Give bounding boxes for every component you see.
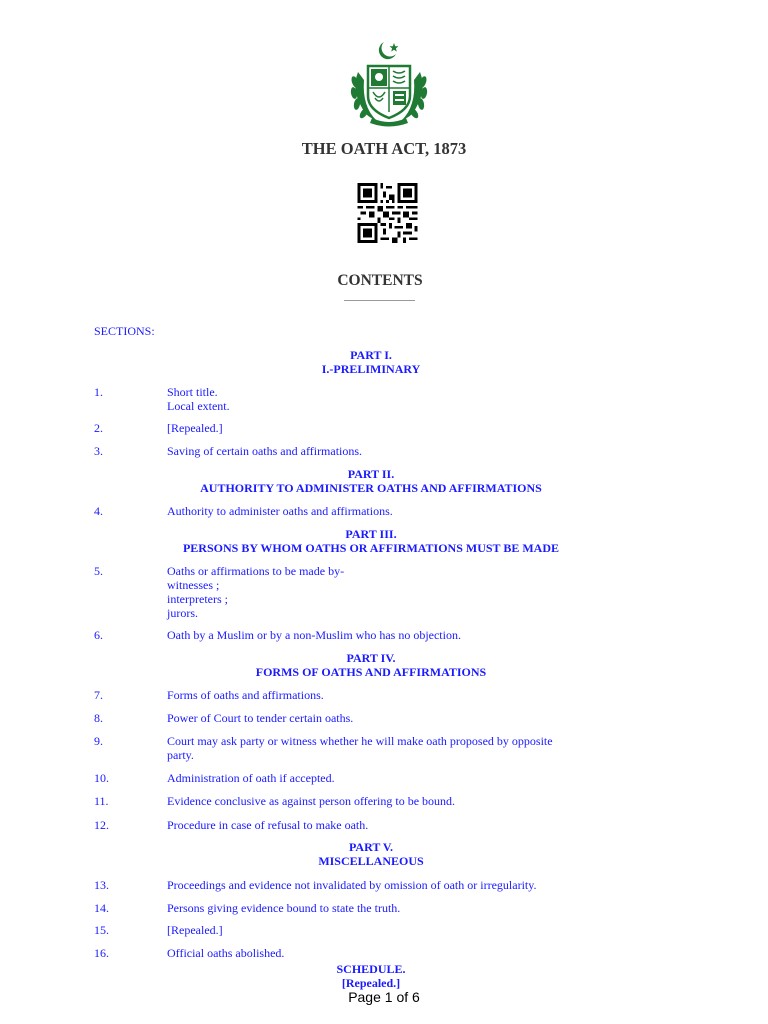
section-title: Saving of certain oaths and affirmations. bbox=[167, 444, 363, 458]
state-emblem-icon bbox=[344, 38, 434, 128]
section-title: Oath by a Muslim or by a non-Muslim who has no objection. bbox=[167, 628, 461, 642]
section-number: 6. bbox=[94, 628, 103, 642]
section-title: Oaths or affirmations to be made by- bbox=[167, 564, 345, 578]
part-title: PART II. bbox=[347, 467, 395, 481]
part-heading[interactable] bbox=[0, 651, 742, 679]
part-title: PART V. bbox=[348, 840, 394, 854]
section-title: Power of Court to tender certain oaths. bbox=[167, 711, 354, 725]
part-title: PART I. bbox=[350, 348, 392, 362]
section-number: 3. bbox=[94, 444, 103, 458]
section-number: 13. bbox=[94, 878, 109, 892]
section-number: 9. bbox=[94, 734, 103, 748]
section-number: 10. bbox=[94, 771, 109, 785]
page-indicator: Page 1 of 6 bbox=[348, 989, 420, 1005]
schedule-subtitle: [Repealed.] bbox=[341, 976, 401, 990]
section-title: Forms of oaths and affirmations. bbox=[167, 688, 324, 702]
part-title: PART IV. bbox=[346, 651, 396, 665]
section-title: Authority to administer oaths and affirmations. bbox=[167, 504, 393, 518]
section-title-line: Local extent. bbox=[167, 399, 230, 413]
part-subtitle: FORMS OF OATHS AND AFFIRMATIONS bbox=[255, 665, 487, 679]
section-title: Court may ask party or witness whether he will make oath proposed by opposite party. bbox=[167, 734, 553, 762]
section-number: 11. bbox=[94, 794, 109, 808]
part-heading[interactable] bbox=[0, 840, 742, 868]
section-number: 16. bbox=[94, 946, 109, 960]
section-number: 1. bbox=[94, 385, 103, 399]
section-title: Persons giving evidence bound to state the truth. bbox=[167, 901, 401, 915]
divider bbox=[344, 300, 415, 301]
section-number: 14. bbox=[94, 901, 109, 915]
contents-heading: CONTENTS bbox=[337, 272, 423, 289]
schedule-title: SCHEDULE. bbox=[336, 962, 406, 976]
section-title: Evidence conclusive as against person offering to be bound. bbox=[167, 794, 456, 808]
section-number: 5. bbox=[94, 564, 103, 578]
section-subitem: witnesses ; bbox=[167, 578, 220, 592]
section-title: [Repealed.] bbox=[167, 923, 223, 937]
section-title: Official oaths abolished. bbox=[167, 946, 285, 960]
section-number: 15. bbox=[94, 923, 109, 937]
section-title: Short title. bbox=[167, 385, 218, 399]
section-subitem: jurors. bbox=[167, 606, 198, 620]
document-title: THE OATH ACT, 1873 bbox=[301, 139, 467, 158]
sections-label: SECTIONS: bbox=[94, 324, 155, 338]
schedule-heading[interactable] bbox=[0, 962, 742, 990]
part-subtitle: I.-PRELIMINARY bbox=[321, 362, 421, 376]
section-title: Proceedings and evidence not invalidated by omission of oath or irregularity. bbox=[167, 878, 537, 892]
section-title: [Repealed.] bbox=[167, 421, 223, 435]
section-subitem: interpreters ; bbox=[167, 592, 228, 606]
part-title: PART III. bbox=[345, 527, 397, 541]
section-title: Procedure in case of refusal to make oath. bbox=[167, 818, 369, 832]
part-subtitle: AUTHORITY TO ADMINISTER OATHS AND AFFIRMATIONS bbox=[200, 481, 542, 495]
section-number: 8. bbox=[94, 711, 103, 725]
part-heading[interactable] bbox=[0, 348, 742, 376]
qr-code-icon bbox=[356, 183, 419, 243]
part-heading[interactable] bbox=[0, 467, 742, 495]
section-number: 7. bbox=[94, 688, 103, 702]
section-number: 12. bbox=[94, 818, 109, 832]
section-title: Administration of oath if accepted. bbox=[167, 771, 335, 785]
section-number: 4. bbox=[94, 504, 103, 518]
section-number: 2. bbox=[94, 421, 103, 435]
part-subtitle: MISCELLANEOUS bbox=[318, 854, 424, 868]
part-heading[interactable] bbox=[0, 527, 742, 555]
part-subtitle: PERSONS BY WHOM OATHS OR AFFIRMATIONS MUST BE MADE bbox=[182, 541, 560, 555]
